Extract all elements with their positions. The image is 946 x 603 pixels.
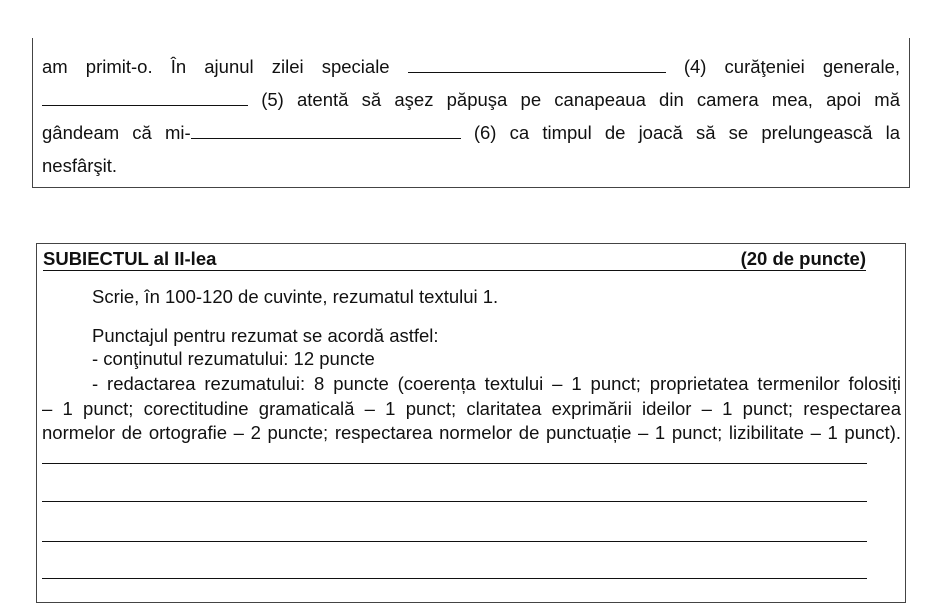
instruction: Scrie, în 100-120 de cuvinte, rezumatul textului 1. xyxy=(92,286,499,307)
blank-5[interactable] xyxy=(42,87,248,106)
text-line-3 xyxy=(42,118,900,148)
scoring-writing-line-3: normelor de ortografie – 2 puncte; respectarea normelor de punctuație – 1 punct; lizibilitate – 1 punct). xyxy=(42,422,901,443)
answer-line[interactable] xyxy=(42,501,867,502)
scoring-writing-line-2: – 1 punct; corectitudine gramaticală – 1 punct; claritatea exprimării ideilor – 1 punct; respectarea xyxy=(42,398,901,419)
text-line-2 xyxy=(42,85,900,115)
scoring-writing-line-1: - redactarea rezumatului: 8 puncte (coerența textului – 1 punct; proprietatea termenilor folosiți xyxy=(92,373,901,394)
text-segment: gândeam că mi- xyxy=(42,122,191,143)
text-line-1 xyxy=(42,52,900,82)
text-line-4 xyxy=(42,151,900,181)
blank-6[interactable] xyxy=(191,120,461,139)
subject-title: SUBIECTUL al II-lea xyxy=(43,248,217,269)
text-segment: am primit-o. În ajunul zilei speciale xyxy=(42,56,390,77)
answer-line[interactable] xyxy=(42,578,867,579)
scoring-content-item: - conţinutul rezumatului: 12 puncte xyxy=(92,348,375,369)
subject-points: (20 de puncte) xyxy=(740,248,866,269)
text-segment: (6) ca timpul de joacă să se prelungească la xyxy=(473,122,900,143)
blank-4[interactable] xyxy=(408,54,666,73)
subject-header xyxy=(43,248,866,271)
text-segment: nesfârşit. xyxy=(42,155,118,176)
text-segment: (4) curăţeniei generale, xyxy=(683,56,900,77)
text-segment: (5) atentă să aşez păpuşa pe canapeaua din camera mea, apoi mă xyxy=(261,89,901,110)
answer-line[interactable] xyxy=(42,541,867,542)
answer-line[interactable] xyxy=(42,463,867,464)
scoring-intro: Punctajul pentru rezumat se acordă astfel: xyxy=(92,325,439,346)
